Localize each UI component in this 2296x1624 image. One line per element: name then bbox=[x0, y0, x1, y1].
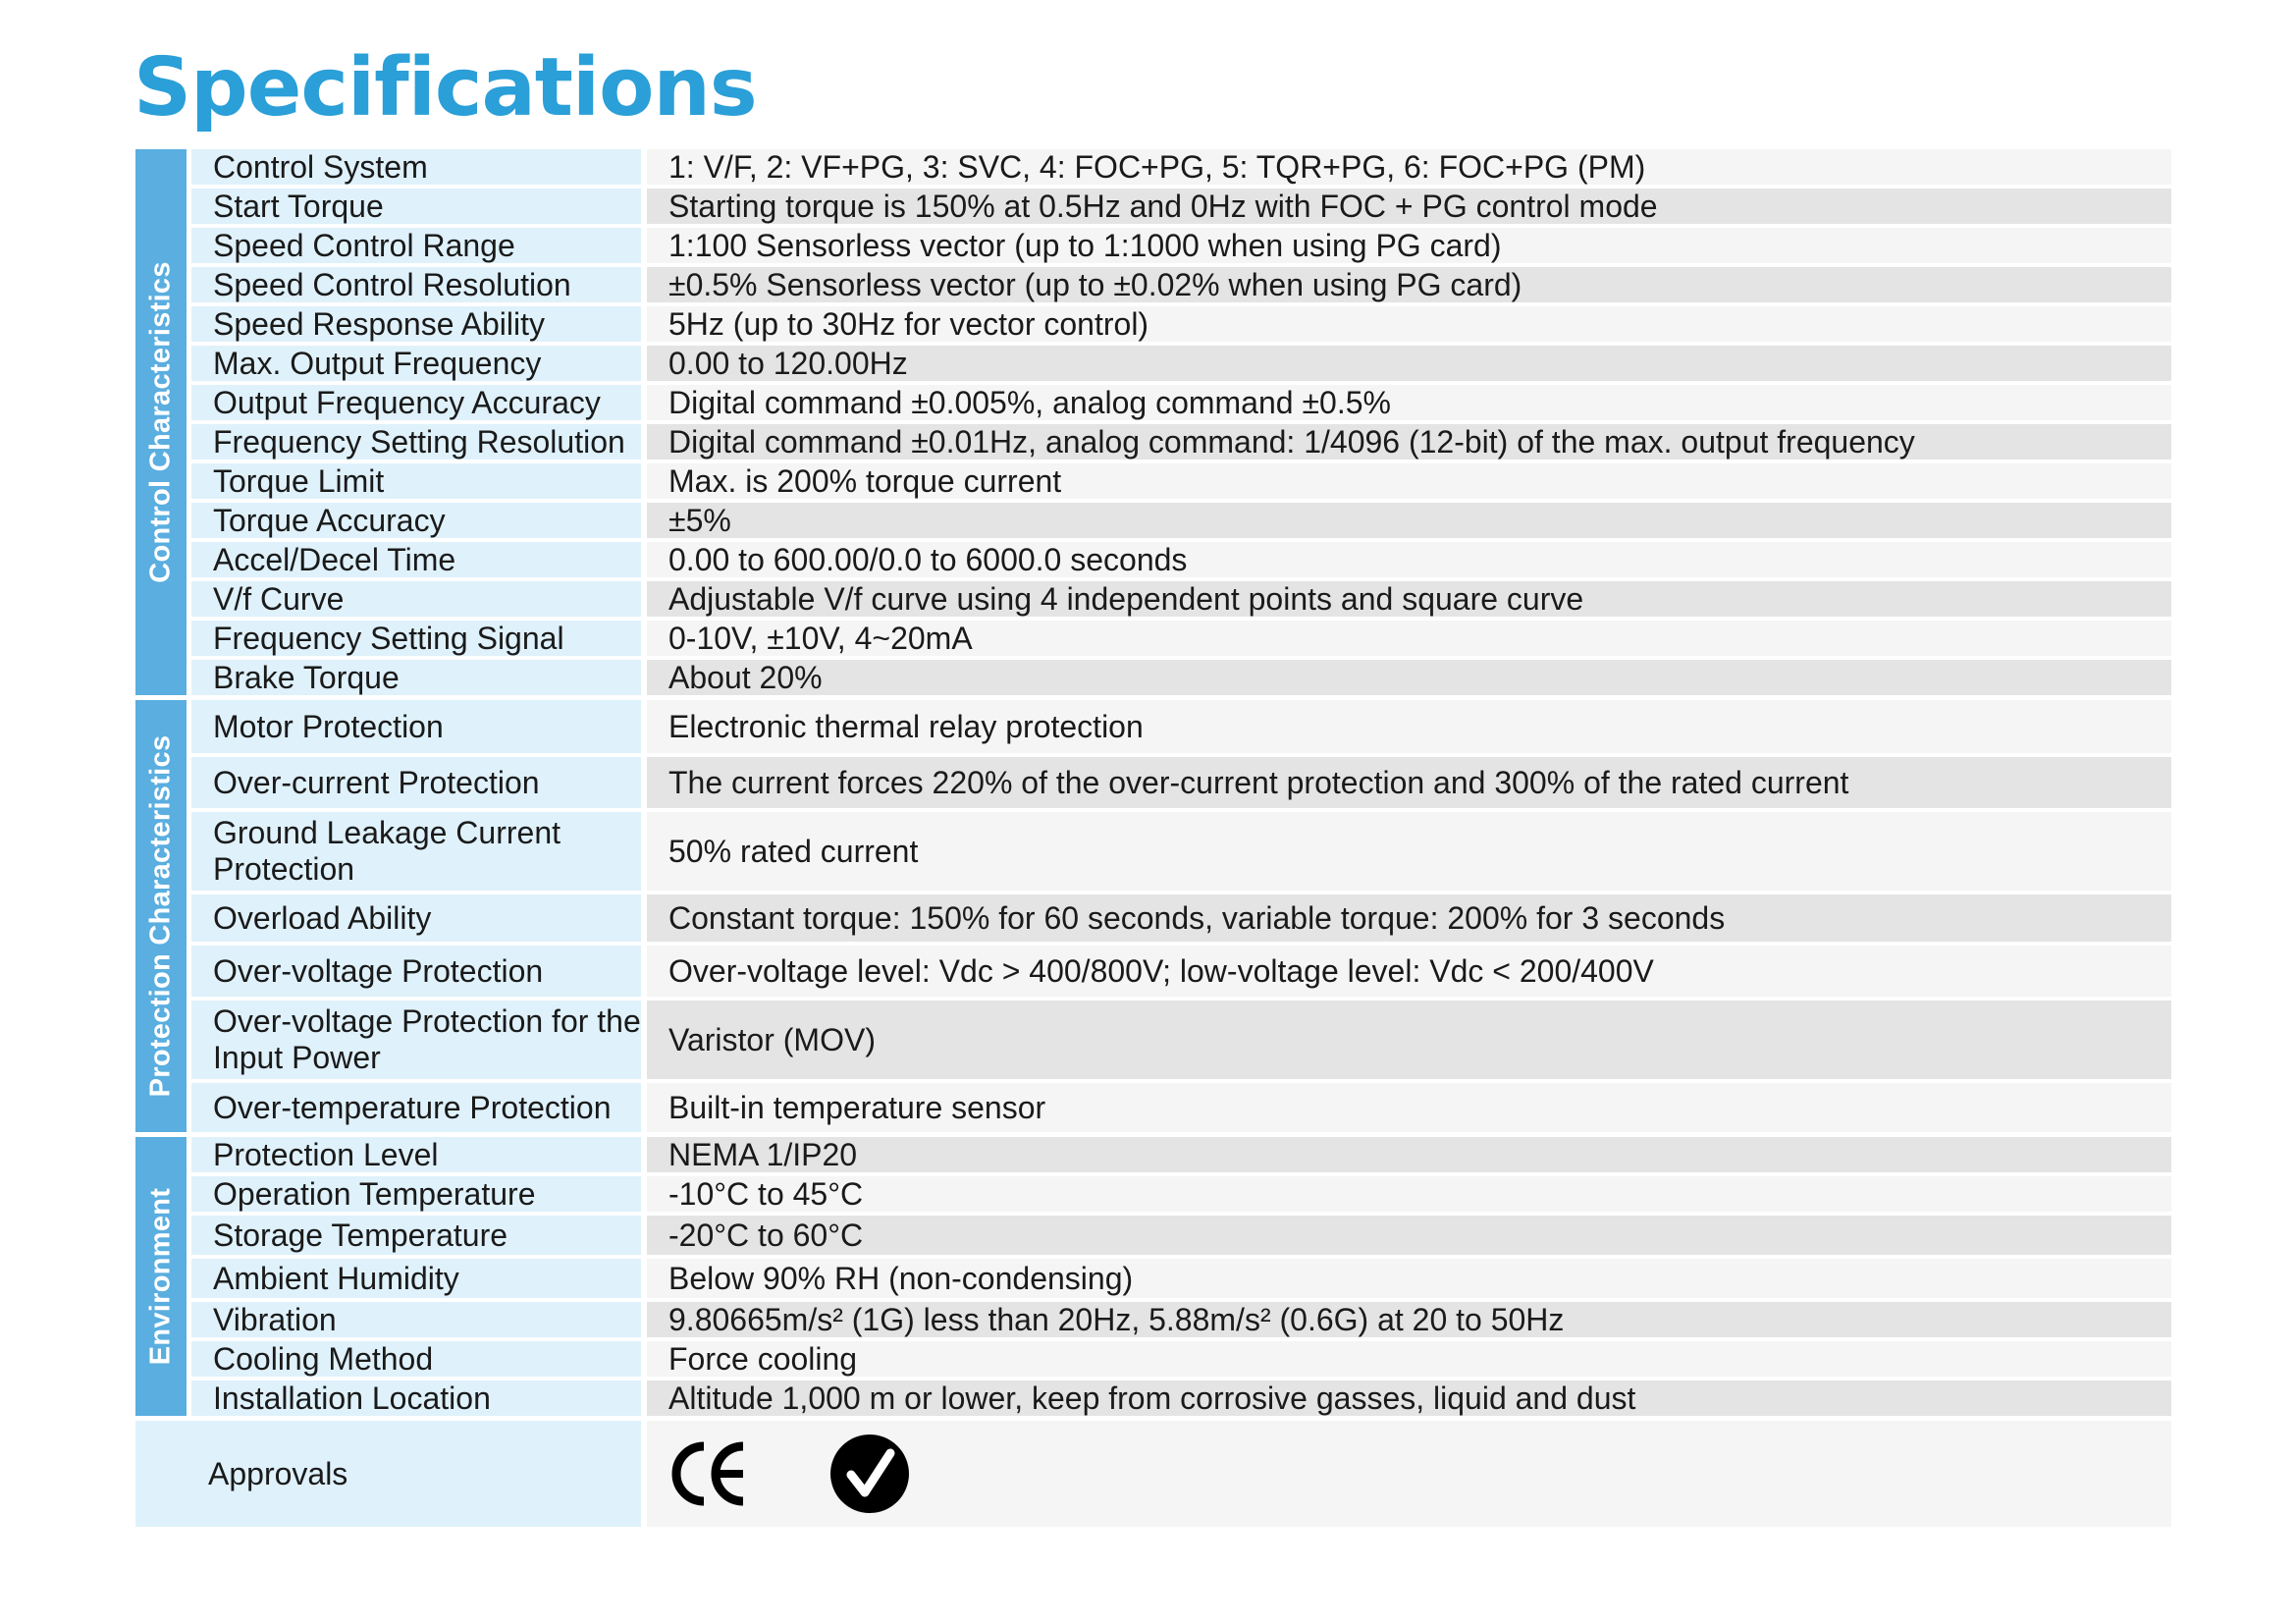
spec-name: Accel/Decel Time bbox=[191, 542, 641, 577]
table-row bbox=[191, 1341, 2171, 1377]
spec-name: Control System bbox=[191, 149, 641, 185]
table-row bbox=[191, 812, 2171, 891]
approvals-row bbox=[135, 1421, 2171, 1527]
spec-table bbox=[135, 149, 2171, 1527]
spec-name: Ground Leakage Current Protection bbox=[191, 812, 641, 891]
spec-name: Over-current Protection bbox=[191, 757, 641, 808]
spec-name: Frequency Setting Resolution bbox=[191, 424, 641, 460]
spec-name: Output Frequency Accuracy bbox=[191, 385, 641, 420]
table-row bbox=[191, 1259, 2171, 1298]
spec-value: NEMA 1/IP20 bbox=[647, 1137, 2171, 1172]
spec-value: Varistor (MOV) bbox=[647, 1001, 2171, 1079]
table-row bbox=[191, 894, 2171, 942]
spec-name: Brake Torque bbox=[191, 660, 641, 695]
spec-name: Ambient Humidity bbox=[191, 1259, 641, 1298]
table-row bbox=[191, 1302, 2171, 1337]
spec-name: Installation Location bbox=[191, 1380, 641, 1416]
spec-value: 0-10V, ±10V, 4~20mA bbox=[647, 621, 2171, 656]
table-row bbox=[191, 385, 2171, 420]
spec-value: Starting torque is 150% at 0.5Hz and 0Hz with FOC + PG control mode bbox=[647, 189, 2171, 224]
spec-name: Over-voltage Protection bbox=[191, 946, 641, 997]
spec-value: Adjustable V/f curve using 4 independent points and square curve bbox=[647, 581, 2171, 617]
spec-name: V/f Curve bbox=[191, 581, 641, 617]
page-title: Specifications bbox=[133, 41, 757, 135]
table-row bbox=[191, 660, 2171, 695]
table-row bbox=[191, 463, 2171, 499]
spec-value: Digital command ±0.01Hz, analog command: 1/4096 (12-bit) of the max. output frequency bbox=[647, 424, 2171, 460]
section-rows bbox=[191, 700, 2171, 1132]
table-row bbox=[191, 424, 2171, 460]
spec-name: Vibration bbox=[191, 1302, 641, 1337]
spec-value: 9.80665m/s² (1G) less than 20Hz, 5.88m/s² (0.6G) at 20 to 50Hz bbox=[647, 1302, 2171, 1337]
section-environment bbox=[135, 1137, 2171, 1416]
table-row bbox=[191, 228, 2171, 263]
spec-value: ±5% bbox=[647, 503, 2171, 538]
spec-value: Built-in temperature sensor bbox=[647, 1083, 2171, 1132]
table-row bbox=[191, 149, 2171, 185]
spec-name: Cooling Method bbox=[191, 1341, 641, 1377]
spec-value: -10°C to 45°C bbox=[647, 1176, 2171, 1212]
spec-name: Storage Temperature bbox=[191, 1216, 641, 1255]
spec-value: 0.00 to 120.00Hz bbox=[647, 346, 2171, 381]
table-row bbox=[191, 621, 2171, 656]
table-row bbox=[191, 757, 2171, 808]
table-row bbox=[191, 1001, 2171, 1079]
section-control bbox=[135, 149, 2171, 695]
spec-name: Over-voltage Protection for the Input Power bbox=[191, 1001, 641, 1079]
table-row bbox=[191, 1380, 2171, 1416]
section-protection bbox=[135, 700, 2171, 1132]
table-row bbox=[191, 700, 2171, 753]
c-tick-mark-icon bbox=[829, 1434, 910, 1514]
spec-value: About 20% bbox=[647, 660, 2171, 695]
spec-value: Electronic thermal relay protection bbox=[647, 700, 2171, 753]
table-row bbox=[191, 1083, 2171, 1132]
spec-name: Overload Ability bbox=[191, 894, 641, 942]
table-row bbox=[191, 189, 2171, 224]
spec-name: Max. Output Frequency bbox=[191, 346, 641, 381]
table-row bbox=[191, 346, 2171, 381]
spec-name: Operation Temperature bbox=[191, 1176, 641, 1212]
spec-name: Torque Limit bbox=[191, 463, 641, 499]
spec-value: Altitude 1,000 m or lower, keep from corrosive gasses, liquid and dust bbox=[647, 1380, 2171, 1416]
spec-value: 1:100 Sensorless vector (up to 1:1000 when using PG card) bbox=[647, 228, 2171, 263]
section-label: Environment bbox=[135, 1137, 187, 1416]
spec-value: Below 90% RH (non-condensing) bbox=[647, 1259, 2171, 1298]
approvals-label: Approvals bbox=[135, 1421, 641, 1527]
spec-value: 0.00 to 600.00/0.0 to 6000.0 seconds bbox=[647, 542, 2171, 577]
spec-name: Speed Control Range bbox=[191, 228, 641, 263]
spec-name: Torque Accuracy bbox=[191, 503, 641, 538]
spec-name: Protection Level bbox=[191, 1137, 641, 1172]
table-row bbox=[191, 542, 2171, 577]
spec-value: -20°C to 60°C bbox=[647, 1216, 2171, 1255]
section-label: Control Characteristics bbox=[135, 149, 187, 695]
spec-name: Motor Protection bbox=[191, 700, 641, 753]
table-row bbox=[191, 1137, 2171, 1172]
spec-value: Digital command ±0.005%, analog command ±0.5% bbox=[647, 385, 2171, 420]
spec-value: Force cooling bbox=[647, 1341, 2171, 1377]
spec-value: Max. is 200% torque current bbox=[647, 463, 2171, 499]
spec-name: Frequency Setting Signal bbox=[191, 621, 641, 656]
ce-mark-icon bbox=[668, 1438, 749, 1509]
table-row bbox=[191, 503, 2171, 538]
spec-value: The current forces 220% of the over-current protection and 300% of the rated current bbox=[647, 757, 2171, 808]
section-rows bbox=[191, 149, 2171, 695]
section-rows bbox=[191, 1137, 2171, 1416]
spec-value: Constant torque: 150% for 60 seconds, variable torque: 200% for 3 seconds bbox=[647, 894, 2171, 942]
spec-name: Speed Response Ability bbox=[191, 306, 641, 342]
spec-name: Speed Control Resolution bbox=[191, 267, 641, 302]
spec-name: Over-temperature Protection bbox=[191, 1083, 641, 1132]
table-row bbox=[191, 946, 2171, 997]
table-row bbox=[191, 1176, 2171, 1212]
section-label: Protection Characteristics bbox=[135, 700, 187, 1132]
spec-value: 50% rated current bbox=[647, 812, 2171, 891]
table-row bbox=[191, 581, 2171, 617]
spec-value: 1: V/F, 2: VF+PG, 3: SVC, 4: FOC+PG, 5: TQR+PG, 6: FOC+PG (PM) bbox=[647, 149, 2171, 185]
table-row bbox=[191, 306, 2171, 342]
table-row bbox=[191, 1216, 2171, 1255]
spec-name: Start Torque bbox=[191, 189, 641, 224]
spec-value: 5Hz (up to 30Hz for vector control) bbox=[647, 306, 2171, 342]
table-row bbox=[191, 267, 2171, 302]
spec-value: Over-voltage level: Vdc > 400/800V; low-voltage level: Vdc < 200/400V bbox=[647, 946, 2171, 997]
approvals-marks bbox=[647, 1421, 2171, 1527]
spec-value: ±0.5% Sensorless vector (up to ±0.02% when using PG card) bbox=[647, 267, 2171, 302]
